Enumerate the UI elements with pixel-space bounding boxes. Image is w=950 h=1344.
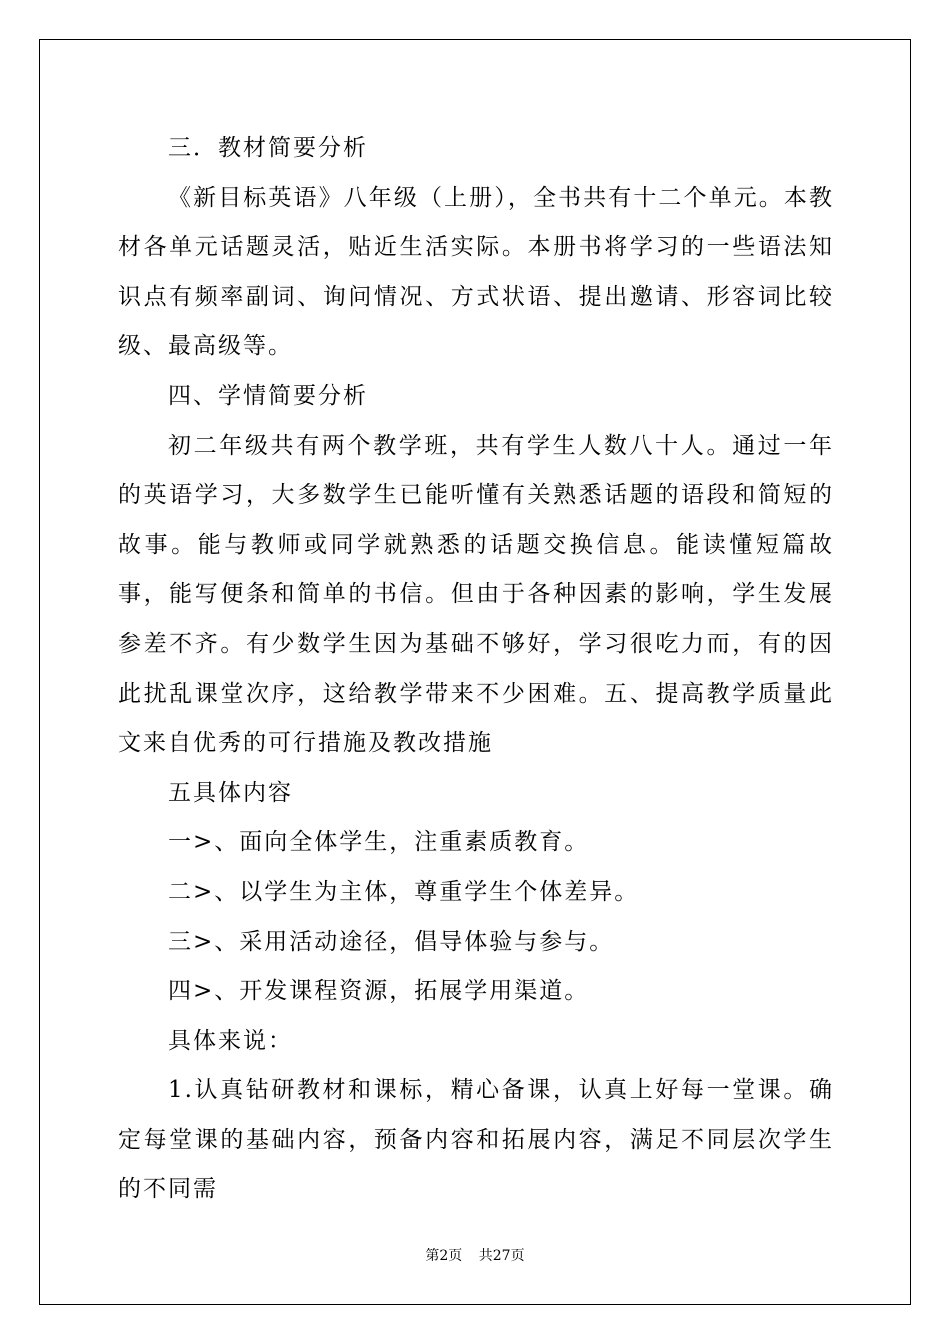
section-heading-textbook-analysis: 三．教材简要分析 <box>168 135 368 161</box>
list-item-3: 三>、采用活动途径，倡导体验与参与。 <box>168 928 615 955</box>
page-number: 第2页 <box>425 1248 463 1264</box>
list-item-4: 四>、开发课程资源，拓展学用渠道。 <box>168 978 590 1005</box>
paragraph-specifically: 具体来说： <box>168 1027 293 1054</box>
paragraph-point-1: 1.认真钻研教材和课标，精心备课，认真上好每一堂课。确定每堂课的基础内容，预备内容和拓展内容，满足不同层次学生的不同需 <box>118 1077 834 1203</box>
list-item-1: 一>、面向全体学生，注重素质教育。 <box>168 829 590 856</box>
paragraph-textbook-description: 《新目标英语》八年级（上册），全书共有十二个单元。本教材各单元话题灵活，贴近生活实际。本册书将学习的一些语法知识点有频率副词、询问情况、方式状语、提出邀请、形容词比较级、最高级等。 <box>118 184 834 360</box>
page-footer <box>0 1245 950 1265</box>
page-total: 共27页 <box>478 1248 525 1264</box>
section-heading-specific-content: 五具体内容 <box>168 779 293 806</box>
list-item-2: 二>、以学生为主体，尊重学生个体差异。 <box>168 878 640 905</box>
section-heading-student-analysis: 四、学情简要分析 <box>168 382 368 409</box>
paragraph-student-description: 初二年级共有两个教学班，共有学生人数八十人。通过一年的英语学习，大多数学生已能听懂有关熟悉话题的语段和简短的故事。能与教师或同学就熟悉的话题交换信息。能读懂短篇故事，能写便条和简单的书信。但由于各种因素的影响，学生发展参差不齐。有少数学生因为基础不够好，学习很吃力而，有的因此扰乱课堂次序，这给教学带来不少困难。五、提高教学质量此文来自优秀的可行措施及教改措施 <box>118 432 834 757</box>
document-body <box>118 124 834 1215</box>
